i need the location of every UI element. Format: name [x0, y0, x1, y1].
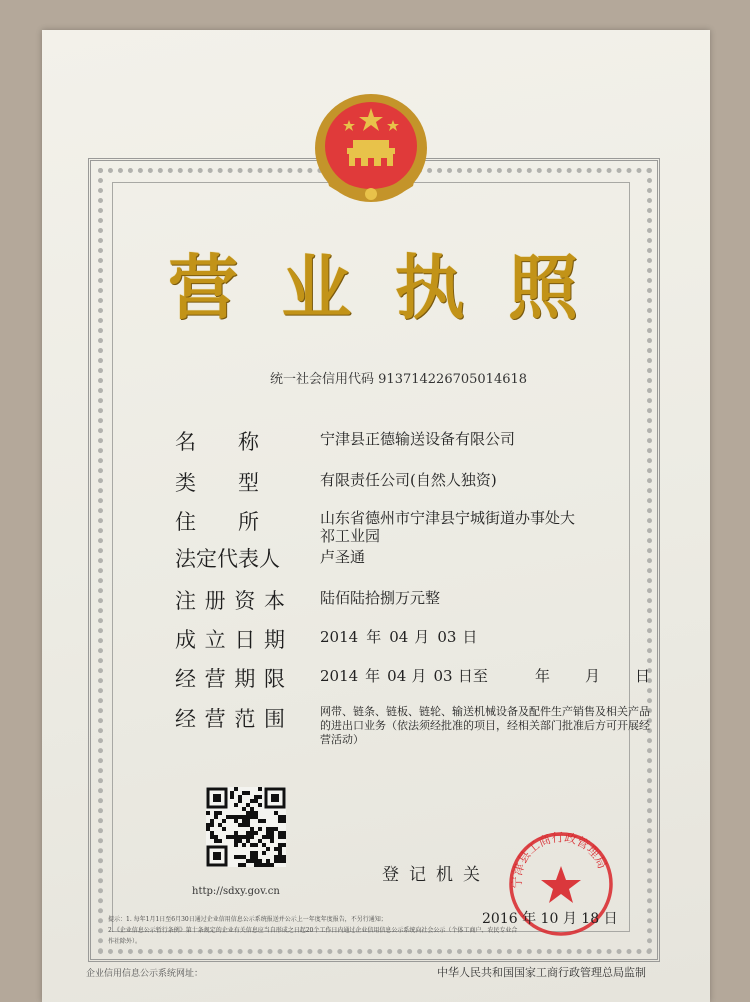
field-name-label: 名 称 [175, 430, 259, 454]
field-name-value: 宁津县正德输送设备有限公司 [320, 430, 516, 448]
footer-right: 中华人民共和国国家工商行政管理总局监制 [437, 966, 646, 979]
website-link: http://sdxy.gov.cn [192, 886, 280, 897]
field-scope-value: 网带、链条、链板、链轮、输送机械设备及配件生产销售及相关产品的进出口业务（依法须经批准的项目，经相关部门批准后方可开展经营活动） [320, 705, 650, 746]
qr-code-icon [206, 787, 286, 867]
notes: 提示：1. 每年1月1日至6月30日通过企业信用信息公示系统报送并公示上一年度年度报告，不另行通知； 2.《企业信息公示暂行条例》第十条规定的企业有关信息应当自形成之日起20个工作日内通过企业信用信息公示系统向社会公示（个体工商户、农民专业合作社除外）。 [108, 916, 518, 945]
field-capital-label: 注 册 资 本 [175, 589, 285, 613]
credit-code-label: 统一社会信用代码 [270, 372, 375, 387]
field-scope-label: 经 营 范 围 [175, 707, 285, 731]
field-address-value: 山东省德州市宁津县宁城街道办事处大 祁工业园 [320, 509, 576, 545]
field-established-label: 成 立 日 期 [175, 628, 285, 652]
field-established-value: 2014 年 04 月 03 日 [320, 628, 478, 646]
credit-code-value: 913714226705014618 [378, 372, 528, 387]
field-term-value: 2014 年 04 月 03 日 至 年 月 日 [320, 667, 650, 685]
field-legal-rep-value: 卢圣通 [320, 548, 366, 566]
field-address-label: 住 所 [175, 510, 259, 534]
field-type-value: 有限责任公司(自然人独资) [320, 471, 497, 489]
registrar-label: 登记机关 [382, 865, 490, 885]
footer-left: 企业信用信息公示系统网址： [86, 969, 204, 979]
field-type-label: 类 型 [175, 471, 259, 495]
document-title: 营 业 执 照 [168, 246, 578, 329]
issue-date: 2016 年 10 月 18 日 [482, 911, 618, 927]
svg-text:宁津县工商行政管理局: 宁津县工商行政管理局 [509, 830, 610, 889]
field-legal-rep-label: 法定代表人 [175, 547, 280, 571]
field-term-label: 经 营 期 限 [175, 667, 285, 691]
national-emblem-icon [305, 90, 437, 210]
credit-code [270, 368, 527, 387]
field-capital-value: 陆佰陆拾捌万元整 [320, 589, 441, 607]
